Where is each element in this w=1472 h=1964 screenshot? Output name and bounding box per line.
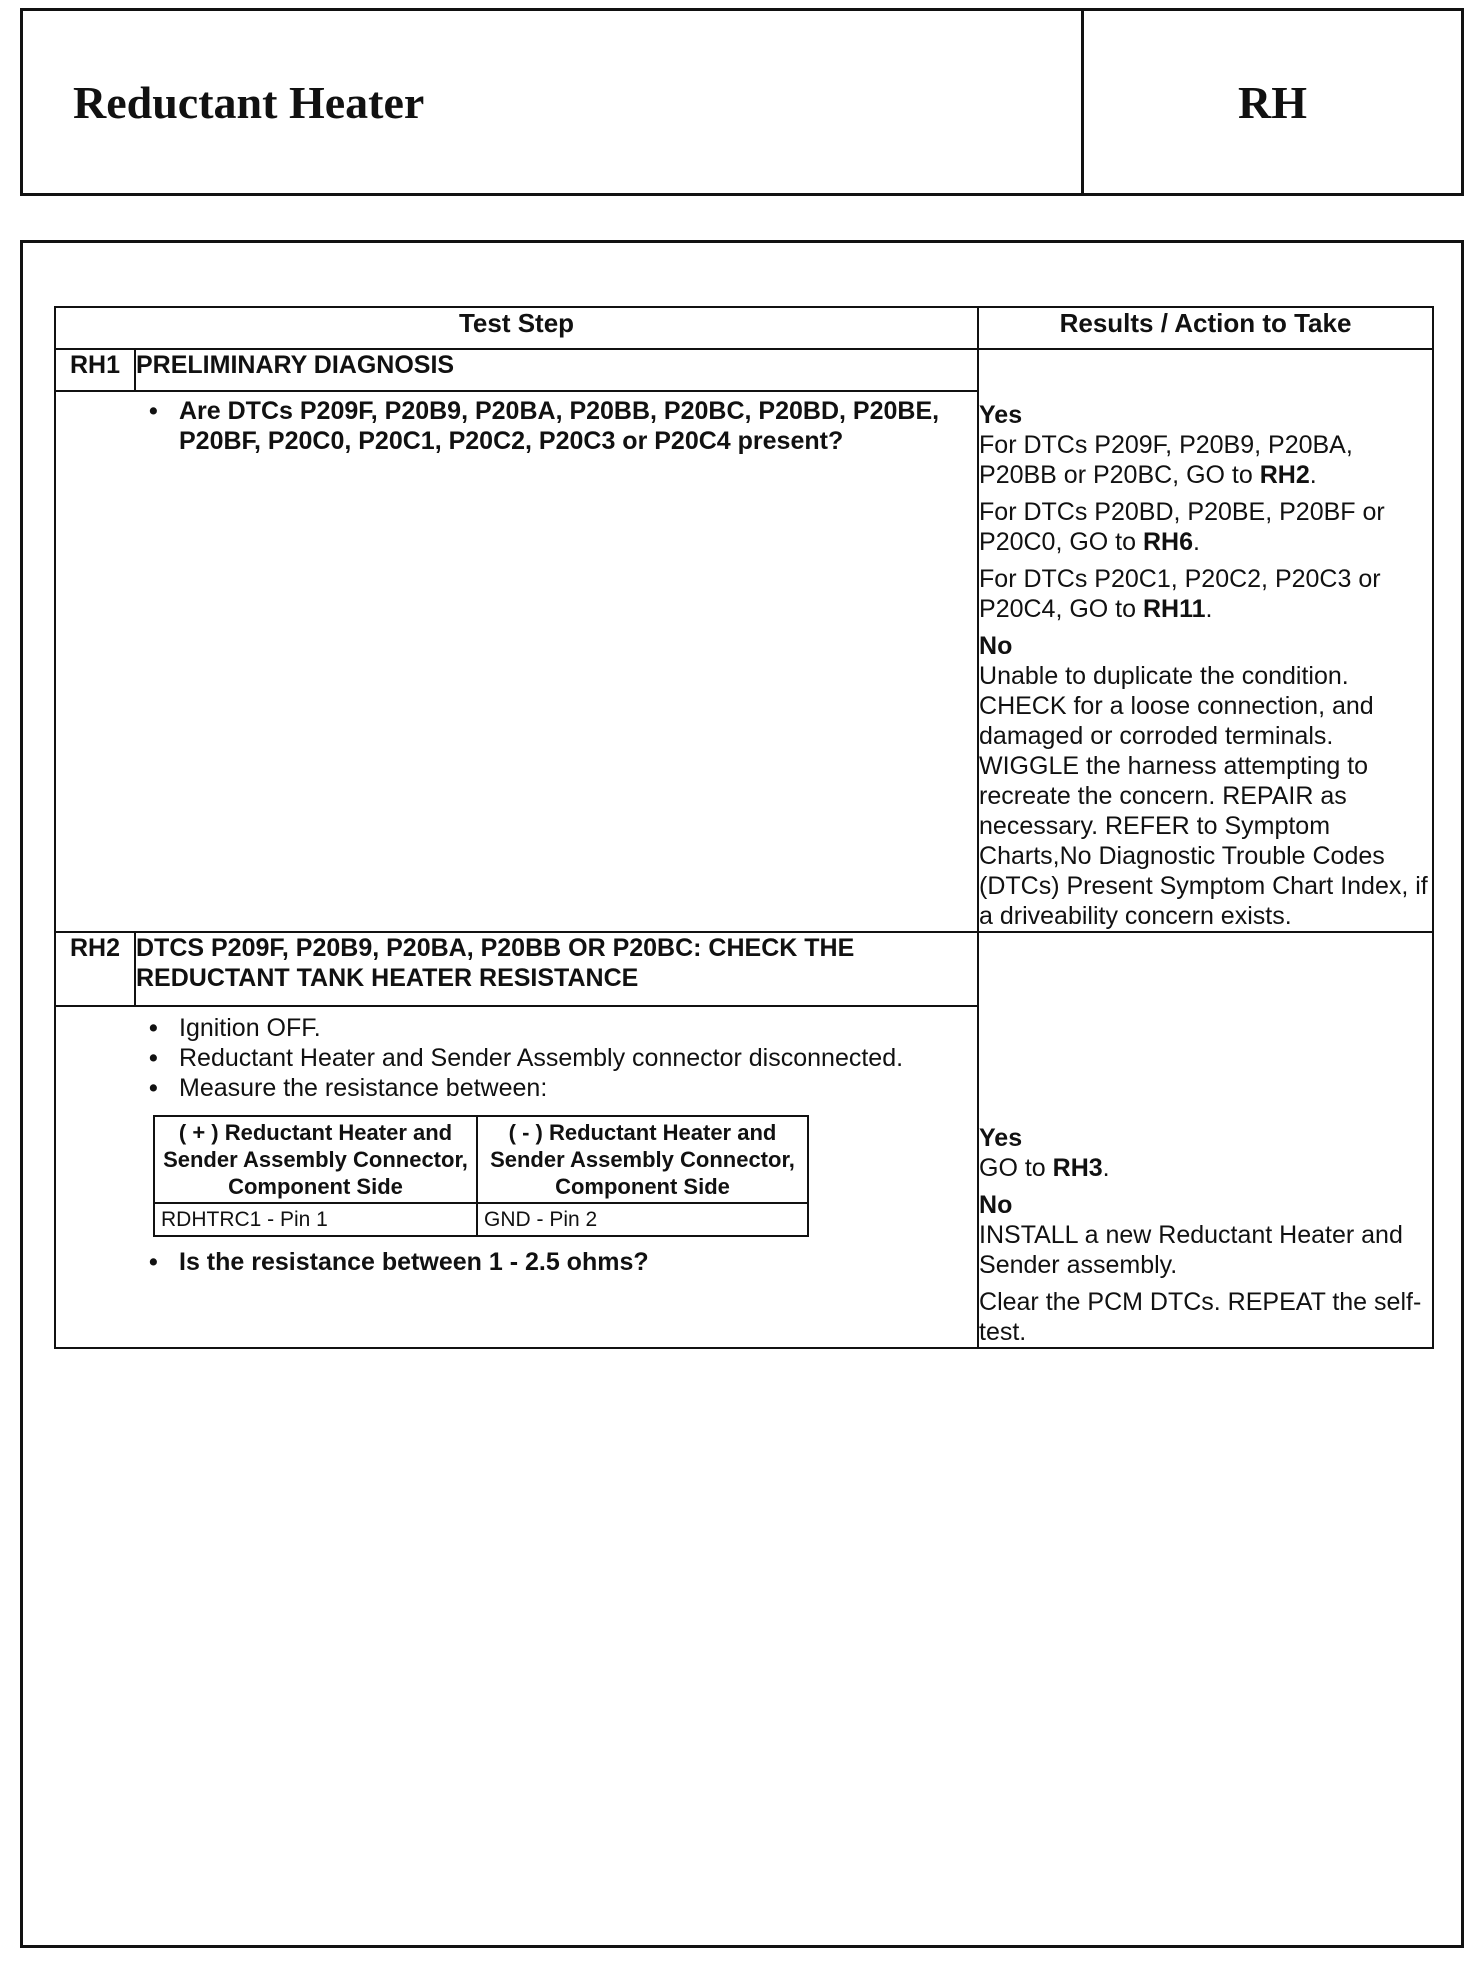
step-body-rh2: [135, 1006, 978, 1348]
section-code: RH: [1238, 76, 1307, 128]
no-label: No: [979, 1191, 1013, 1219]
result-rh1: [978, 349, 1433, 932]
step-ref-rh2: RH2: [1259, 461, 1310, 489]
step-instruction: • Ignition OFF.: [179, 1013, 977, 1043]
result-yes-line: For DTCs P20BD, P20BE, P20BF or P20C0, GO to RH6.: [979, 498, 1385, 556]
column-header-results: Results / Action to Take: [978, 307, 1433, 349]
measure-value-positive: RDHTRC1 - Pin 1: [154, 1203, 477, 1236]
step-ref-rh3: RH3: [1052, 1154, 1103, 1182]
step-instruction: • Measure the resistance between:: [179, 1073, 977, 1103]
page-header: [20, 8, 1464, 196]
measure-value-negative: GND - Pin 2: [477, 1203, 808, 1236]
measurement-table: [153, 1115, 809, 1237]
result-no-text: Clear the PCM DTCs. REPEAT the self-test.: [979, 1288, 1422, 1346]
step-title-rh1: PRELIMINARY DIAGNOSIS: [135, 349, 978, 391]
step-question: • Is the resistance between 1 - 2.5 ohms?: [179, 1247, 977, 1277]
diagnostic-table: [54, 306, 1434, 1349]
no-label: No: [979, 632, 1013, 660]
step-question: • Are DTCs P209F, P20B9, P20BA, P20BB, P20BC, P20BD, P20BE, P20BF, P20C0, P20C1, P20C2, P20C3 or P20C4 present?: [179, 396, 977, 456]
result-rh2: [978, 932, 1433, 1348]
yes-label: Yes: [979, 401, 1023, 429]
result-yes-line: GO to RH3.: [979, 1154, 1110, 1182]
step-body-rh1: [135, 391, 978, 932]
step-instruction: • Reductant Heater and Sender Assembly connector disconnected.: [179, 1043, 977, 1073]
result-no-text: INSTALL a new Reductant Heater and Sender assembly.: [979, 1221, 1403, 1279]
step-ref-rh11: RH11: [1143, 595, 1206, 623]
measure-header-negative: ( - ) Reductant Heater and Sender Assembly Connector, Component Side: [477, 1116, 808, 1203]
column-header-test-step: Test Step: [55, 307, 978, 349]
step-ref-rh6: RH6: [1143, 528, 1194, 556]
step-code-rh2: RH2: [55, 932, 135, 1006]
result-yes-line: For DTCs P209F, P20B9, P20BA, P20BB or P20BC, GO to RH2.: [979, 431, 1353, 489]
result-no-text: Unable to duplicate the condition. CHECK for a loose connection, and damaged or corroded terminals. WIGGLE the harness attempting to recreate the concern. REPAIR as necessary. REFER to Symptom Charts,No Diagnostic Trouble Codes (DTCs) Present Symptom Chart Index, if a driveability concern exists.: [979, 662, 1428, 930]
yes-label: Yes: [979, 1124, 1023, 1152]
measure-header-positive: ( + ) Reductant Heater and Sender Assembly Connector, Component Side: [154, 1116, 477, 1203]
page-title: Reductant Heater: [23, 11, 1084, 193]
step-code-rh1: RH1: [55, 349, 135, 391]
step-title-rh2: DTCS P209F, P20B9, P20BA, P20BB OR P20BC: CHECK THE REDUCTANT TANK HEATER RESISTANCE: [135, 932, 978, 1006]
result-yes-line: For DTCs P20C1, P20C2, P20C3 or P20C4, GO to RH11.: [979, 565, 1381, 623]
